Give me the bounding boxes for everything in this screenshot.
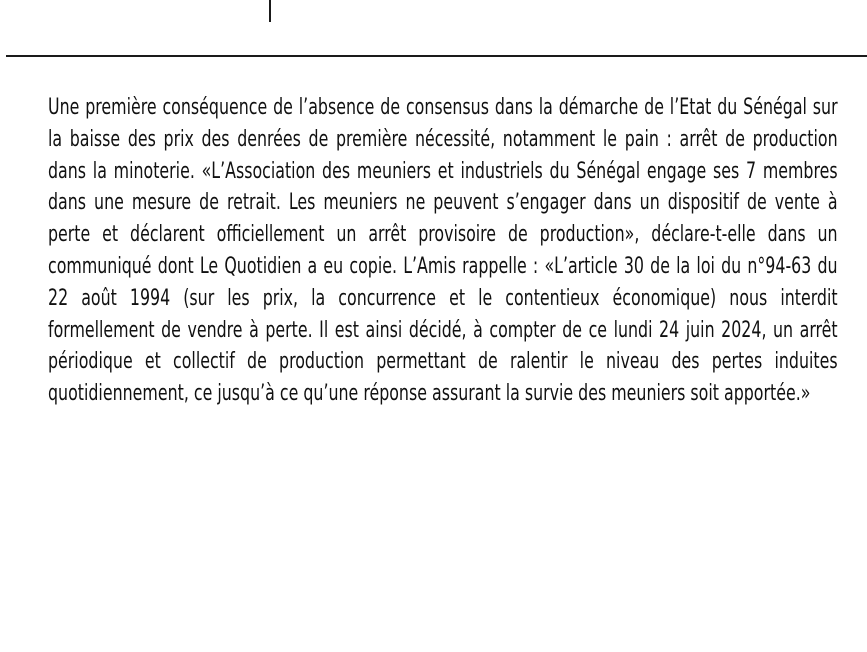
horizontal-rule — [6, 55, 867, 57]
article-paragraph: Une première conséquence de l’absence de consensus dans la démarche de l’Etat du Sénégal sur la baisse des prix des denrées de première nécessité, notamment le pain : arrêt de production dans la minoterie. «L’Association des meuniers et industriels du Sénégal engage ses 7 membres dans une mesure de retrait. Les meuniers ne peuvent s’engager dans un dispositif de vente à perte et déclarent officiellement un arrêt provisoire de production», déclare-t-elle dans un communiqué dont Le Quotidien a eu copie. L’Amis rappelle : «L’article 30 de la loi du n°94-63 du 22 août 1994 (sur les prix, la concurrence et le contentieux économique) nous interdit formellement de vendre à perte. Il est ainsi décidé, à compter de ce lundi 24 juin 2024, un arrêt périodique et collectif de production permettant de ralentir le niveau des pertes induites quotidiennement, ce jusqu’à ce qu’une réponse assurant la survie des meuniers soit apportée.» — [48, 95, 838, 407]
column-divider — [269, 0, 271, 22]
